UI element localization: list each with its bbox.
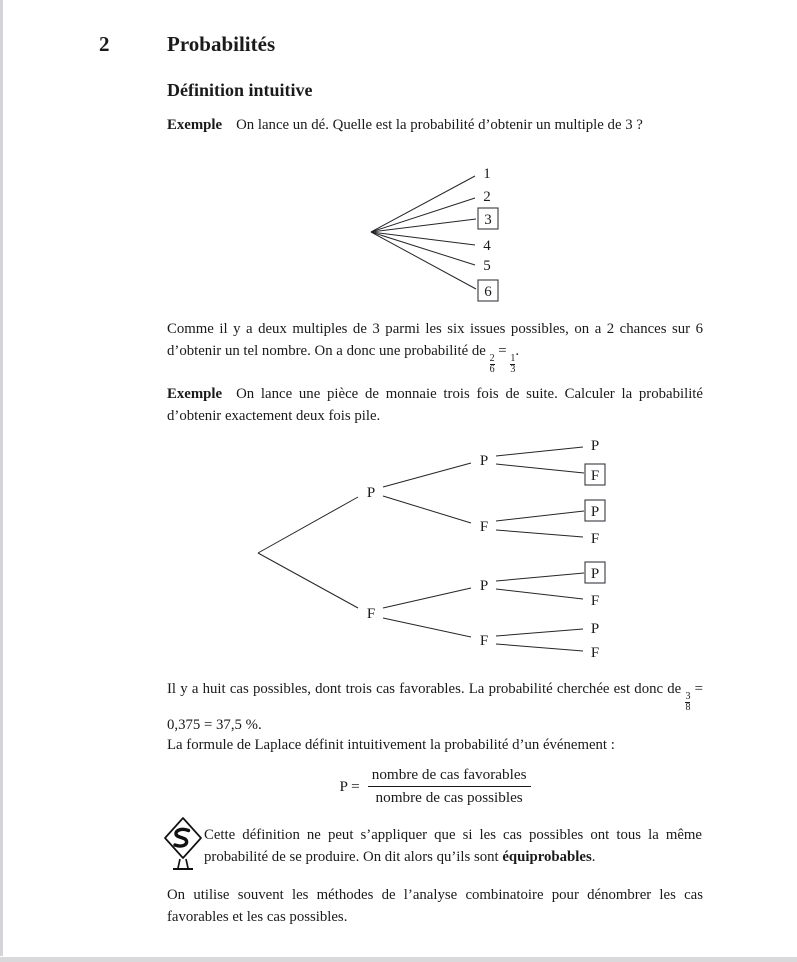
formula-lhs: P = (339, 777, 360, 795)
fraction-denominator: 3 (510, 364, 516, 375)
example2-text: On lance une pièce de monnaie trois fois de suite. Calculer la probabilité d’obtenir exactement deux fois pile. (167, 386, 703, 424)
sentence-end: . (515, 343, 520, 359)
laplace-formula (167, 766, 703, 807)
fraction-denominator: 8 (685, 702, 691, 713)
tree1-leaf-label: 3 (484, 212, 492, 228)
tree1-leaf-label: 4 (483, 238, 491, 254)
example2-label: Exemple (167, 386, 223, 402)
tree2-leaf-label: F (590, 468, 600, 484)
laplace-intro: La formule de Laplace définit intuitivement la probabilité d’un événement : (167, 737, 615, 753)
tree2-node-label: F (479, 519, 489, 535)
tree2-leaf-label: P (590, 504, 600, 520)
tree2-leaf-label: P (590, 566, 600, 582)
tree2-leaf-label: P (590, 621, 600, 637)
conclusion1-paragraph (167, 318, 703, 376)
sentence-end: . (591, 849, 596, 865)
tree2-edges (258, 447, 584, 651)
section-title: Probabilités (167, 32, 276, 56)
warning-paragraph (204, 824, 702, 868)
tree2-leaf-label: F (590, 645, 600, 661)
tree2-leaf-label: P (590, 438, 600, 454)
tree2-node-label: P (479, 453, 489, 469)
tree2-node-label: F (366, 606, 376, 622)
fraction-numerator: 3 (685, 690, 691, 702)
sentence-end: = 0,375 = 37,5 %. (167, 681, 704, 733)
fraction-numerator: 1 (510, 352, 516, 364)
conclusion1-text: Comme il y a deux multiples de 3 parmi les six issues possibles, on a 2 chances sur 6 d’obtenir un tel nombre. On a donc une probabilité de (167, 321, 703, 359)
example1-label: Exemple (167, 117, 223, 133)
winding-road-sign-icon (162, 816, 204, 874)
tree2-leaf-label: F (590, 531, 600, 547)
section-number: 2 (99, 32, 110, 56)
fraction-numerator: 2 (489, 352, 495, 364)
example2-paragraph (167, 383, 703, 427)
example1-paragraph (167, 114, 703, 136)
coin-tree-diagram (248, 430, 618, 670)
die-tree-diagram (350, 160, 510, 310)
tree2-node-label: P (366, 485, 376, 501)
conclusion2-text: Il y a huit cas possibles, dont trois cas favorables. La probabilité cherchée est donc de (167, 681, 686, 697)
tree2-node-label: P (479, 578, 489, 594)
fraction-denominator: 6 (489, 364, 495, 375)
closing-paragraph: On utilise souvent les méthodes de l’analyse combinatoire pour dénombrer les cas favorables et les cas possibles. (167, 887, 703, 925)
formula-fraction (368, 766, 531, 807)
page-edge-strip (0, 0, 3, 956)
tree1-leaf-label: 1 (483, 166, 491, 182)
tree2-leaf-label: F (590, 593, 600, 609)
tree1-leaf-label: 6 (484, 284, 492, 300)
warning-text: Cette définition ne peut s’appliquer que si les cas possibles ont tous la même probabilité de se produire. On dit alors qu’ils sont (204, 827, 702, 865)
formula-numerator: nombre de cas favorables (371, 766, 527, 783)
example1-text: On lance un dé. Quelle est la probabilité d’obtenir un multiple de 3 ? (236, 117, 643, 133)
subsection-title: Définition intuitive (167, 80, 313, 100)
formula-denominator: nombre de cas possibles (368, 786, 531, 807)
tree2-node-label: F (479, 633, 489, 649)
warning-bold-term: équiprobables (502, 849, 592, 865)
tree1-edges (371, 176, 476, 289)
equals-sign: = (494, 343, 511, 359)
tree1-leaf-label: 5 (483, 258, 491, 274)
conclusion2-paragraph (167, 678, 703, 736)
page-bottom-edge (0, 957, 797, 962)
tree1-leaf-label: 2 (483, 189, 491, 205)
